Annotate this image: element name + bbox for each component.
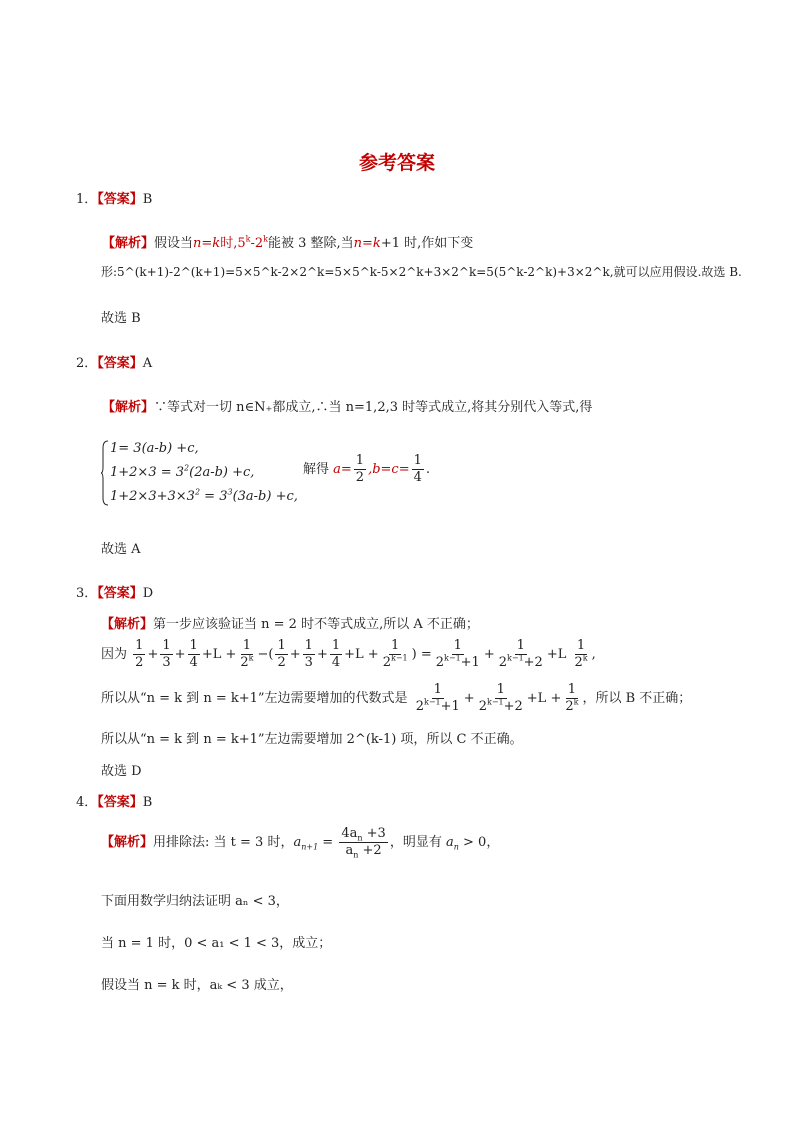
q1-answer-line xyxy=(76,188,152,207)
q2-choose: 故选 A xyxy=(101,542,141,557)
q2-solve-text: . xyxy=(425,462,431,477)
q4-line3: 当 n = 1 时，0 < a₁ < 1 < 3，成立； xyxy=(101,936,332,951)
q2-eq-sup: 3 xyxy=(227,487,233,497)
q2-solve-text: 解得 xyxy=(303,462,334,477)
q1-number: 1． xyxy=(76,192,98,207)
denominator: 4 xyxy=(413,470,422,485)
q3-text: 第一步应该验证当 n = 2 时不等式成立,所以 A 不正确； xyxy=(153,617,479,632)
q1-text: n=k xyxy=(193,236,221,251)
q3-answer-line xyxy=(76,582,153,601)
q1-analysis-line2 xyxy=(101,263,742,280)
q4-answer-tag: 【答案】 xyxy=(97,795,143,810)
q4-answer: B xyxy=(142,795,153,810)
q3-text: 所以从“n = k 到 n = k+1”左边需要增加的代数式是 xyxy=(101,691,408,706)
q1-text: 时,5 xyxy=(220,236,246,251)
q3-answer-tag: 【答案】 xyxy=(97,586,143,601)
q1-answer: B xyxy=(142,192,153,207)
q1-text: +1 时,作如下变 xyxy=(380,236,474,251)
numerator: 4a xyxy=(341,826,358,841)
page-title: 参考答案 xyxy=(358,152,435,174)
q3-inequality: 因为 $\frac{1}{2}$ + $\frac{1}{3}$ + $\frac{1}{4}$ +L + $\frac{1}{2^k}$ −( $\frac{1}{2}$ + $\frac{1}{3}$ + $\frac{1}{4}$ +L + $\frac{1}{2^{k-1}}$ ) = $\frac{1}{2^{k-1}+1}$ + $\frac{1}{2^{k-1}+2}$ +L $\frac{1}{2^k}$ , xyxy=(101,638,596,670)
q4-text: ，明显有 xyxy=(389,835,446,850)
q2-eq-sup: 2 xyxy=(184,463,190,473)
q4-text: 用排除法: 当 t = 3 时， xyxy=(153,835,294,850)
q2-text: ∵等式对一切 n∈N₊都成立,∴当 n=1,2,3 时等式成立,将其分别代入等式,得 xyxy=(154,400,593,415)
q3-line3: 所以从“n = k 到 n = k+1”左边需要增加的代数式是 $\frac{1}{2^{k-1}+1}$ + $\frac{1}{2^{k-1}+2}$ +L + $\frac{1}{2^k}$ ，所以 B 不正确； xyxy=(101,682,692,714)
q1-sup: k xyxy=(263,234,268,244)
denominator: 2 xyxy=(355,470,365,485)
q1-text: 能被 3 整除,当 xyxy=(267,236,354,251)
q2-answer: A xyxy=(142,356,153,371)
q2-eq-part: 1+2×3+3×3 xyxy=(110,489,195,504)
system-brace xyxy=(101,440,109,506)
q2-eq-part: (3a-b) +c, xyxy=(232,489,298,504)
q2-number: 2． xyxy=(76,356,98,371)
q2-analysis-line1 xyxy=(102,396,592,415)
q1-derivation: 形:5^(k+1)-2^(k+1)=5×5^k-2×2^k=5×5^k-5×2^k+3×2^k=5(5^k-2^k)+3×2^k,就可以应用假设.故选 B. xyxy=(101,265,742,279)
q3-line4: 所以从“n = k 到 n = k+1”左边需要增加 2^(k-1) 项，所以 C 不正确。 xyxy=(101,732,523,747)
q3-choose: 故选 D xyxy=(101,764,142,779)
q4-number: 4． xyxy=(76,795,98,810)
q2-solve-text: a= xyxy=(333,462,352,477)
q3-answer: D xyxy=(142,586,154,601)
q4-text: = xyxy=(318,835,338,850)
q4-line4: 假设当 n = k 时，aₖ < 3 成立， xyxy=(101,978,293,993)
denominator: a xyxy=(345,843,354,858)
q4-text: > 0， xyxy=(458,835,500,850)
q4-text: a xyxy=(445,835,454,850)
recurrence-fraction xyxy=(339,826,387,859)
q1-text: n=k xyxy=(353,236,381,251)
q2-solve-text: ,b=c= xyxy=(368,462,410,477)
sub: n xyxy=(353,850,359,860)
q2-eq-sup: 2 xyxy=(194,487,201,497)
q3-analysis-tag: 【解析】 xyxy=(101,617,154,632)
numerator: 1 xyxy=(413,453,422,468)
q2-solution xyxy=(303,453,430,486)
denominator-tail: +2 xyxy=(358,843,382,858)
numerator-tail: +3 xyxy=(362,826,386,841)
q3-because: 因为 xyxy=(101,647,128,662)
q2-eq3 xyxy=(110,489,298,504)
q4-text: a xyxy=(293,835,302,850)
fraction-quarter xyxy=(412,453,424,486)
q4-line2: 下面用数学归纳法证明 aₙ < 3， xyxy=(101,894,289,909)
q2-answer-tag: 【答案】 xyxy=(97,356,143,371)
q2-eq1: 1= 3(a-b) +c, xyxy=(110,441,199,456)
q1-answer-tag: 【答案】 xyxy=(97,192,143,207)
q2-eq2 xyxy=(110,465,254,480)
numerator: 1 xyxy=(355,453,365,468)
q1-analysis-tag: 【解析】 xyxy=(102,236,155,251)
q3-number: 3． xyxy=(76,586,98,601)
q1-choose: 故选 B xyxy=(101,311,141,326)
q2-eq-part: (2a-b) +c, xyxy=(189,465,255,480)
q4-sub: n xyxy=(453,842,459,852)
q4-answer-line xyxy=(76,791,152,810)
q3-analysis-line1 xyxy=(101,613,479,632)
q4-analysis-line1 xyxy=(101,826,499,859)
q2-eq-part: = 3 xyxy=(200,489,228,504)
q1-text: 假设当 xyxy=(154,236,194,251)
q1-sup: k xyxy=(245,234,251,244)
q1-analysis-line1 xyxy=(102,232,473,251)
q1-text: -2 xyxy=(250,236,264,251)
q3-text: ，所以 B 不正确； xyxy=(582,691,692,706)
q4-analysis-tag: 【解析】 xyxy=(101,835,154,850)
q2-answer-line xyxy=(76,352,152,371)
q2-eq-part: 1+2×3 = 3 xyxy=(110,465,185,480)
q2-analysis-tag: 【解析】 xyxy=(102,400,155,415)
q4-sub: n+1 xyxy=(301,842,319,852)
fraction-half xyxy=(354,453,366,486)
sub: n xyxy=(357,833,363,843)
